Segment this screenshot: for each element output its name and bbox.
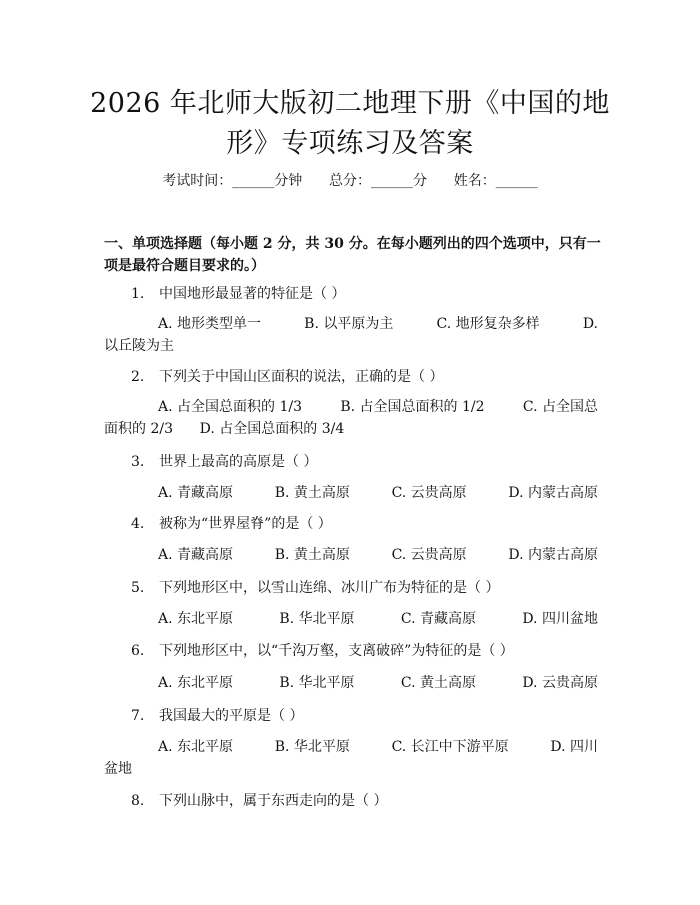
option-a: A. 占全国总面积的 1/3 (158, 399, 302, 415)
section-heading-single-choice: 一、单项选择题（每小题 2 分，共 30 分。在每小题列出的四个选项中，只有一项是最符合题目要求的。） (104, 236, 601, 274)
option-d: D. 内蒙古高原 (508, 547, 598, 563)
option-b: B. 华北平原 (279, 611, 355, 627)
option-c: C. 占全国总 (522, 399, 598, 415)
option-wrap-text: 以丘陵为主 (104, 338, 174, 354)
question-stem: 下列山脉中，属于东西走向的是（ ） (159, 793, 388, 809)
question-stem: 世界上最高的高原是（ ） (159, 454, 318, 470)
question-number: 8. (131, 793, 145, 809)
question-number: 2. (131, 369, 145, 385)
option-b: B. 华北平原 (279, 675, 355, 691)
question-number: 6. (131, 643, 145, 659)
option-a: A. 青藏高原 (158, 547, 234, 563)
question-1-options (104, 313, 598, 357)
question-6-options (104, 672, 598, 694)
question-stem: 下列地形区中，以雪山连绵、冰川广布为特征的是（ ） (159, 580, 500, 596)
question-5-options (104, 608, 598, 630)
question-1 (131, 283, 345, 303)
question-stem: 下列地形区中，以“千沟万壑，支离破碎”为特征的是（ ） (159, 643, 514, 659)
question-2 (131, 366, 443, 386)
option-c: C. 黄土高原 (400, 675, 476, 691)
option-d: D. (582, 316, 598, 332)
question-3-options (104, 482, 598, 504)
option-b: B. 以平原为主 (304, 316, 394, 332)
title-line-1: 2026 年北师大版初二地理下册《中国的地 (90, 88, 610, 119)
option-c: C. 云贵高原 (391, 485, 467, 501)
option-d: D. 四川 (550, 739, 598, 755)
question-4-options (104, 544, 598, 566)
document-title (60, 84, 640, 164)
question-stem: 被称为“世界屋脊”的是（ ） (159, 516, 332, 532)
option-a: A. 东北平原 (158, 611, 234, 627)
option-wrap-text: 盆地 (104, 761, 132, 777)
title-line-2: 形》专项练习及答案 (226, 128, 474, 159)
exam-info-line: 考试时间：______分钟 总分：______分 姓名：______ (162, 173, 538, 189)
question-2-options (104, 396, 598, 440)
question-6 (131, 640, 514, 660)
option-b: B. 黄土高原 (274, 547, 350, 563)
question-number: 4. (131, 516, 145, 532)
question-4 (131, 513, 332, 533)
option-b: B. 黄土高原 (274, 485, 350, 501)
option-a: A. 地形类型单一 (158, 316, 262, 332)
option-a: A. 青藏高原 (158, 485, 234, 501)
question-stem: 下列关于中国山区面积的说法，正确的是（ ） (159, 369, 444, 385)
option-a: A. 东北平原 (158, 739, 234, 755)
option-d: D. 四川盆地 (522, 611, 598, 627)
option-d: D. 内蒙古高原 (508, 485, 598, 501)
question-stem: 我国最大的平原是（ ） (159, 708, 304, 724)
option-c: C. 长江中下游平原 (391, 739, 509, 755)
question-number: 7. (131, 708, 145, 724)
option-a: A. 东北平原 (158, 675, 234, 691)
question-number: 1. (131, 286, 145, 302)
question-stem: 中国地形最显著的特征是（ ） (159, 286, 346, 302)
option-c: C. 云贵高原 (391, 547, 467, 563)
option-d: D. 云贵高原 (522, 675, 598, 691)
option-c: C. 地形复杂多样 (436, 316, 540, 332)
option-b: B. 占全国总面积的 1/2 (340, 399, 485, 415)
question-number: 5. (131, 580, 145, 596)
question-7 (131, 705, 303, 725)
option-wrap-text: 面积的 2/3 D. 占全国总面积的 3/4 (104, 421, 345, 437)
question-3 (131, 451, 317, 471)
option-b: B. 华北平原 (274, 739, 350, 755)
question-number: 3. (131, 454, 145, 470)
option-c: C. 青藏高原 (400, 611, 476, 627)
question-8 (131, 790, 387, 810)
question-7-options (104, 736, 598, 780)
question-5 (131, 577, 499, 597)
